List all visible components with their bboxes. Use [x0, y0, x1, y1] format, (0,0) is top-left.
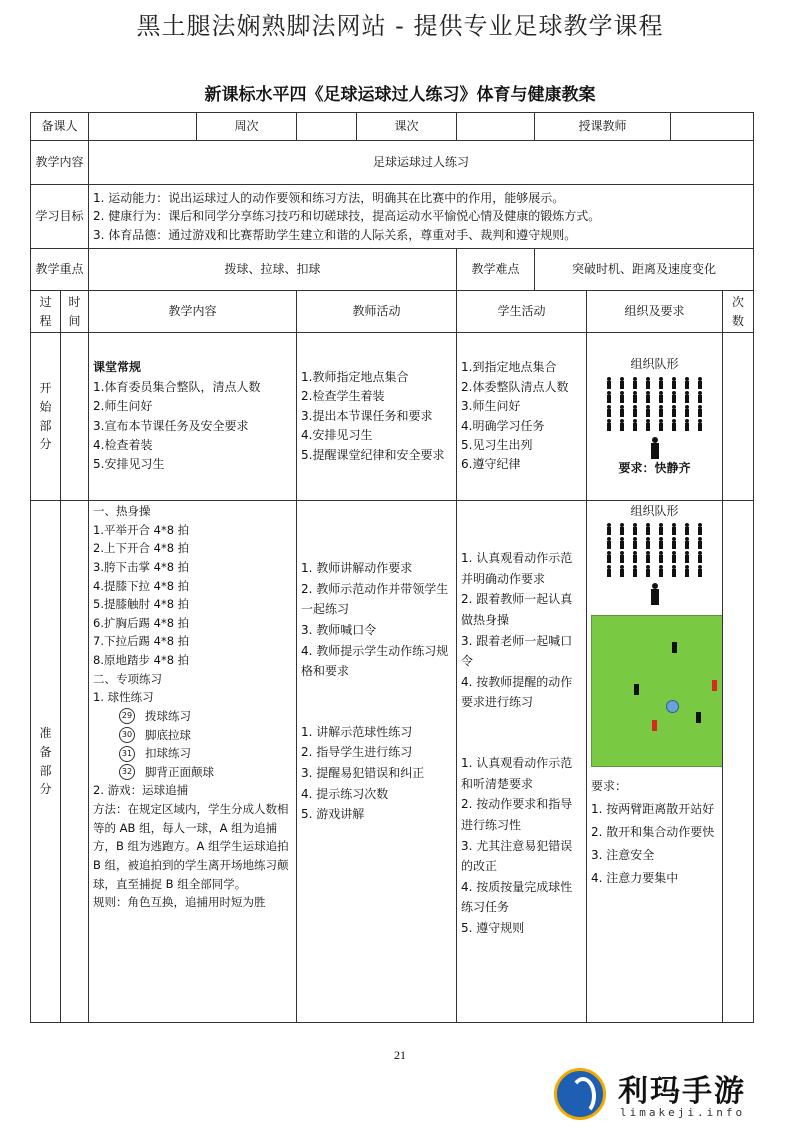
formation-figures — [591, 523, 718, 577]
student-figure-icon — [606, 377, 612, 389]
ball-icon — [666, 700, 679, 713]
prep-teacher-item: 4. 教师提示学生动作练习规格和要求 — [301, 643, 449, 679]
student-figure-icon — [619, 551, 625, 563]
start-content — [89, 333, 297, 501]
student-figure-icon — [606, 419, 612, 431]
student-figure-icon — [684, 565, 690, 577]
week-label: 周次 — [197, 113, 297, 141]
key-points-value: 拨球、拉球、扣球 — [89, 249, 457, 291]
start-formation-title: 组织队形 — [630, 357, 679, 372]
prep-teacher-item: 2. 指导学生进行练习 — [301, 745, 413, 760]
prep-student-item: 3. 尤其注意易犯错误的改正 — [461, 838, 573, 874]
ball-item: 32 脚背正面颠球 — [119, 763, 292, 782]
circled-number-icon: 30 — [119, 727, 135, 743]
start-student-item: 6.遵守纪律 — [461, 457, 521, 472]
student-figure-icon — [645, 537, 651, 549]
key-points-label: 教学重点 — [31, 249, 89, 291]
student-figure-icon — [671, 537, 677, 549]
warmup-title: 一、热身操 — [93, 504, 151, 518]
req-item: 3. 注意安全 — [591, 847, 655, 862]
student-figure-icon — [619, 377, 625, 389]
student-figure-icon — [632, 565, 638, 577]
teacher-label: 授课教师 — [535, 113, 671, 141]
column-teacher: 教师活动 — [297, 291, 457, 333]
start-content-item: 5.安排见习生 — [93, 457, 165, 472]
student-figure-icon — [697, 419, 703, 431]
circled-number-icon: 31 — [119, 746, 135, 762]
start-teacher-item: 1.教师指定地点集合 — [301, 369, 409, 384]
student-figure-icon — [645, 391, 651, 403]
student-figure-icon — [606, 551, 612, 563]
special-title: 二、专项练习 — [93, 671, 163, 686]
student-figure-icon — [671, 523, 677, 535]
ball-item: 31 扣球练习 — [119, 744, 292, 763]
student-figure-icon — [684, 377, 690, 389]
start-phase-time — [61, 333, 89, 501]
start-teacher-item: 3.提出本节课任务和要求 — [301, 408, 433, 423]
start-student-item: 1.到指定地点集合 — [461, 360, 557, 375]
circled-number-icon: 32 — [119, 764, 135, 780]
week-value — [297, 113, 357, 141]
prep-student-item: 2. 跟着教师一起认真做热身操 — [461, 592, 573, 627]
game-rule: 规则：角色互换，追捕用时短为胜 — [93, 895, 266, 910]
student-figure-icon — [658, 523, 664, 535]
prep-student-item: 2. 按动作要求和指导进行练习性 — [461, 797, 573, 832]
student-figure-icon — [671, 419, 677, 431]
student-figure-icon — [619, 523, 625, 535]
start-teacher-item: 4.安排见习生 — [301, 428, 373, 443]
start-student-item: 3.师生问好 — [461, 399, 521, 414]
warmup-item: 5.提膝触肘 4*8 拍 — [93, 597, 190, 612]
lesson-value — [457, 113, 535, 141]
start-student-item: 5.见习生出列 — [461, 437, 533, 452]
prep-teacher-item: 1. 讲解示范球性练习 — [301, 724, 413, 739]
formation-row — [591, 565, 718, 577]
page-number: 21 — [394, 1048, 406, 1062]
student-figure-icon — [606, 565, 612, 577]
formation-row — [591, 419, 718, 431]
student-figure-icon — [619, 537, 625, 549]
student-figure-icon — [671, 377, 677, 389]
student-figure-icon — [658, 377, 664, 389]
goal-item: 2. 健康行为：课后和同学分享练习技巧和切磋球技，提高运动水平愉悦心情及健康的锻炼方式。 — [93, 209, 601, 224]
student-figure-icon — [684, 523, 690, 535]
lesson-plan-table — [30, 112, 754, 1023]
student-figure-icon — [658, 405, 664, 417]
student-figure-icon — [619, 565, 625, 577]
student-figure-icon — [658, 537, 664, 549]
prep-phase-time — [61, 501, 89, 1023]
lesson-label: 课次 — [357, 113, 457, 141]
student-figure-icon — [619, 405, 625, 417]
prep-student-item: 3. 跟着老师一起喊口令 — [461, 633, 573, 669]
prep-teacher-item: 1. 教师讲解动作要求 — [301, 561, 413, 575]
start-content-title: 课堂常规 — [93, 360, 142, 375]
student-figure-icon — [671, 391, 677, 403]
start-requirement: 要求：快静齐 — [618, 460, 691, 475]
student-figure-icon — [658, 551, 664, 563]
student-figure-icon — [632, 377, 638, 389]
ball-practice-title: 1. 球性练习 — [93, 690, 154, 705]
student-figure-icon — [697, 391, 703, 403]
student-figure-icon — [632, 523, 638, 535]
formation-figures — [591, 377, 718, 431]
student-figure-icon — [684, 391, 690, 403]
formation-row — [591, 537, 718, 549]
prep-requirements — [591, 775, 718, 889]
student-figure-icon — [697, 565, 703, 577]
req-item: 1. 按两臂距离散开站好 — [591, 802, 715, 817]
start-content-item: 2.师生问好 — [93, 399, 153, 414]
prep-student-item: 5. 遵守规则 — [461, 921, 525, 935]
prep-teacher-item: 3. 提醒易犯错误和纠正 — [301, 766, 425, 780]
prep-formation-title: 组织队形 — [630, 504, 679, 518]
student-figure-icon — [658, 391, 664, 403]
start-content-item: 1.体育委员集合整队，清点人数 — [93, 379, 261, 394]
student-figure-icon — [619, 391, 625, 403]
column-time: 时间 — [61, 291, 89, 333]
student-figure-icon — [632, 405, 638, 417]
teacher-figure-icon — [650, 583, 660, 605]
warmup-item: 6.扩胸后踢 4*8 拍 — [93, 615, 190, 630]
formation-row — [591, 391, 718, 403]
prep-formation — [587, 501, 723, 1023]
start-teacher-item: 2.检查学生着装 — [301, 389, 385, 404]
prep-teacher-item: 4. 提示练习次数 — [301, 786, 389, 801]
player-black-icon — [634, 684, 639, 695]
ball-item: 30 脚底拉球 — [119, 726, 292, 745]
student-figure-icon — [658, 419, 664, 431]
goals-list — [89, 185, 754, 249]
column-organization: 组织及要求 — [587, 291, 723, 333]
req-title: 要求： — [591, 779, 628, 794]
teacher-figure-icon — [650, 437, 660, 459]
req-item: 2. 散开和集合动作要快 — [591, 825, 715, 840]
student-figure-icon — [632, 419, 638, 431]
prep-student-item: 4. 按质按量完成球性练习任务 — [461, 879, 573, 915]
warmup-item: 8.原地踏步 4*8 拍 — [93, 653, 190, 667]
student-figure-icon — [671, 405, 677, 417]
student-figure-icon — [645, 419, 651, 431]
warmup-item: 1.平举开合 4*8 拍 — [93, 522, 190, 537]
logo-name: 利玛手游 — [618, 1074, 746, 1109]
student-figure-icon — [658, 565, 664, 577]
preparer-value — [89, 113, 197, 141]
difficulty-value: 突破时机、距离及速度变化 — [535, 249, 754, 291]
student-figure-icon — [606, 391, 612, 403]
student-figure-icon — [697, 523, 703, 535]
warmup-item: 2.上下开合 4*8 拍 — [93, 541, 190, 556]
column-count: 次数 — [723, 291, 754, 333]
student-figure-icon — [619, 419, 625, 431]
start-teacher-item: 5.提醒课堂纪律和安全要求 — [301, 447, 445, 462]
student-figure-icon — [697, 405, 703, 417]
student-figure-icon — [645, 405, 651, 417]
student-figure-icon — [645, 565, 651, 577]
start-teacher-activity — [297, 333, 457, 501]
student-figure-icon — [684, 551, 690, 563]
student-figure-icon — [684, 419, 690, 431]
prep-student-item: 1. 认真观看动作示范并明确动作要求 — [461, 551, 573, 586]
student-figure-icon — [606, 523, 612, 535]
column-process: 过程 — [31, 291, 61, 333]
formation-row — [591, 551, 718, 563]
start-count — [723, 333, 754, 501]
student-figure-icon — [606, 405, 612, 417]
warmup-item: 3.胯下击掌 4*8 拍 — [93, 559, 190, 574]
formation-row — [591, 405, 718, 417]
player-red-icon — [652, 720, 657, 731]
column-content: 教学内容 — [89, 291, 297, 333]
difficulty-label: 教学难点 — [457, 249, 535, 291]
prep-content — [89, 501, 297, 1023]
student-figure-icon — [697, 377, 703, 389]
student-figure-icon — [684, 405, 690, 417]
site-title: 黑土腿法娴熟脚法网站 - 提供专业足球教学课程 — [136, 12, 664, 40]
game-method: 方法：在规定区域内，学生分成人数相等的 AB 组，每人一球，A 组为追捕方，B 组为逃跑方。A 组学生运球追拍 B 组，被追拍到的学生离开场地练习颠球，直至捕捉 B 组全部同学。 — [93, 802, 289, 891]
start-formation — [587, 333, 723, 501]
student-figure-icon — [606, 537, 612, 549]
student-figure-icon — [671, 551, 677, 563]
prep-student-item: 4. 按教师提醒的动作要求进行练习 — [461, 674, 573, 710]
warmup-item: 7.下拉后踢 4*8 拍 — [93, 634, 190, 649]
start-phase-label: 开始部分 — [31, 333, 61, 501]
student-figure-icon — [632, 391, 638, 403]
student-figure-icon — [645, 377, 651, 389]
goal-item: 1. 运动能力：说出运球过人的动作要领和练习方法，明确其在比赛中的作用，能够展示。 — [93, 190, 565, 205]
student-figure-icon — [671, 565, 677, 577]
site-logo[interactable] — [552, 1064, 792, 1126]
start-student-item: 2.体委整队清点人数 — [461, 379, 569, 394]
prep-student-activity — [457, 501, 587, 1023]
req-item: 4. 注意力要集中 — [591, 870, 679, 885]
soccer-field-diagram — [591, 615, 723, 767]
warmup-item: 4.提膝下拉 4*8 拍 — [93, 578, 190, 593]
start-content-item: 3.宣布本节课任务及安全要求 — [93, 418, 249, 433]
player-black-icon — [696, 712, 701, 723]
goals-label: 学习目标 — [31, 185, 89, 249]
prep-teacher-item: 3. 教师喊口令 — [301, 622, 377, 637]
start-content-item: 4.检查着装 — [93, 437, 153, 452]
goal-item: 3. 体育品德：通过游戏和比赛帮助学生建立和谐的人际关系，尊重对手、裁判和遵守规则。 — [93, 227, 577, 242]
start-student-activity — [457, 333, 587, 501]
document-title: 新课标水平四《足球运球过人练习》体育与健康教案 — [204, 85, 596, 105]
start-student-item: 4.明确学习任务 — [461, 418, 545, 433]
student-figure-icon — [684, 537, 690, 549]
player-red-icon — [712, 680, 717, 691]
student-figure-icon — [645, 523, 651, 535]
student-figure-icon — [632, 551, 638, 563]
student-figure-icon — [697, 551, 703, 563]
prep-count — [723, 501, 754, 1023]
player-black-icon — [672, 642, 677, 653]
logo-icon — [554, 1068, 606, 1120]
logo-url: limakeji.info — [620, 1106, 746, 1119]
student-figure-icon — [697, 537, 703, 549]
prep-teacher-item: 2. 教师示范动作并带领学生一起练习 — [301, 581, 449, 617]
game-title: 2. 游戏：运球追捕 — [93, 783, 189, 798]
formation-row — [591, 377, 718, 389]
prep-teacher-item: 5. 游戏讲解 — [301, 807, 365, 822]
student-figure-icon — [645, 551, 651, 563]
student-figure-icon — [632, 537, 638, 549]
content-value: 足球运球过人练习 — [89, 141, 754, 185]
column-student: 学生活动 — [457, 291, 587, 333]
prep-phase-label: 准备部分 — [31, 501, 61, 1023]
prep-teacher-activity — [297, 501, 457, 1023]
circled-number-icon: 29 — [119, 708, 135, 724]
teacher-value — [671, 113, 754, 141]
ball-item: 29 拨球练习 — [119, 707, 292, 726]
formation-row — [591, 523, 718, 535]
content-label: 教学内容 — [31, 141, 89, 185]
preparer-label: 备课人 — [31, 113, 89, 141]
prep-student-item: 1. 认真观看动作示范和听清楚要求 — [461, 756, 573, 791]
